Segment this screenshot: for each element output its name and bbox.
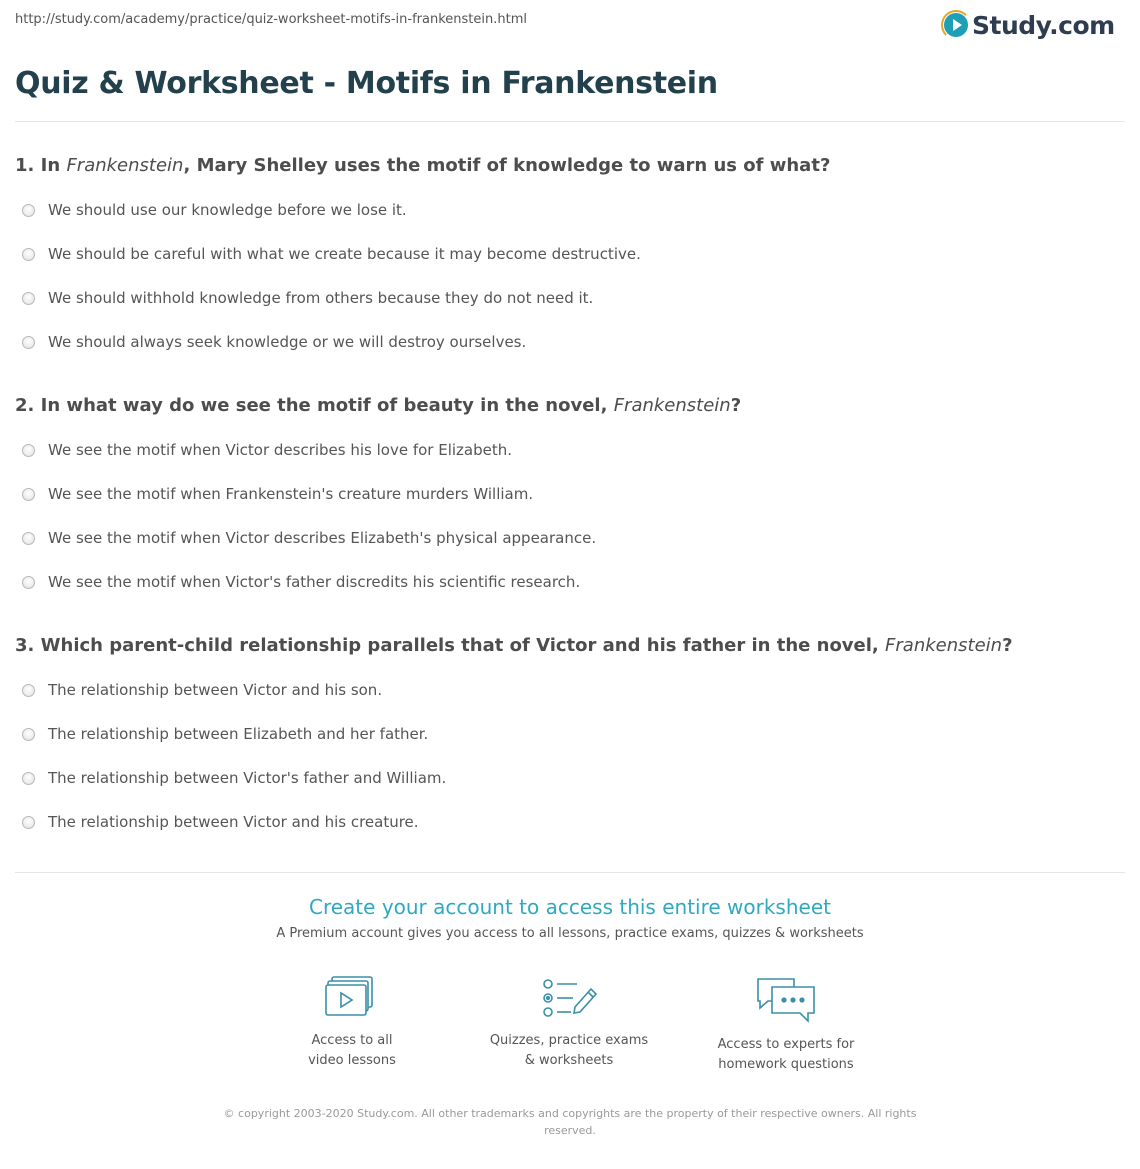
option-label: The relationship between Elizabeth and her father. [48,725,429,743]
title-divider [15,121,1125,122]
feature-1-line-1: Access to all [311,1033,393,1048]
question-3-option-1[interactable] [22,679,382,701]
radio-button[interactable] [22,336,35,349]
question-2-option-1[interactable] [22,439,512,461]
feature-experts [696,975,876,1075]
option-label: We see the motif when Victor describes his love for Elizabeth. [48,441,513,459]
page-url: http://study.com/academy/practice/quiz-worksheet-motifs-in-frankenstein.html [15,12,527,27]
question-3-option-2[interactable] [22,723,428,745]
question-2-option-2[interactable] [22,483,533,505]
question-2-option-3[interactable] [22,527,596,549]
video-lessons-icon [324,975,380,1021]
radio-button[interactable] [22,248,35,261]
quiz-checklist-icon [539,975,599,1021]
feature-1-line-2: video lessons [308,1053,396,1068]
chat-bubbles-icon [754,975,818,1025]
radio-button[interactable] [22,204,35,217]
option-label: The relationship between Victor and his son. [48,681,383,699]
logo-text: Study.com [972,10,1115,40]
radio-button[interactable] [22,444,35,457]
play-logo-icon [944,13,968,37]
radio-button[interactable] [22,292,35,305]
question-2-option-4[interactable] [22,571,580,593]
feature-2-line-1: Quizzes, practice exams [489,1033,649,1048]
option-label: We should use our knowledge before we lose it. [48,201,407,219]
question-1-option-2[interactable] [22,243,641,265]
cta-subtitle: A Premium account gives you access to all lessons, practice exams, quizzes & worksheets [276,926,864,941]
option-label: The relationship between Victor's father and William. [48,769,447,787]
question-3-title: 3. Which parent-child relationship parallels that of Victor and his father in the novel, Frankenstein? [15,635,1013,656]
copyright-notice: © copyright 2003-2020 Study.com. All other trademarks and copyrights are the property of their respective owners. All rights reserved. [223,1107,917,1137]
option-label: We see the motif when Victor's father discredits his scientific research. [48,573,581,591]
radio-button[interactable] [22,816,35,829]
question-1-option-3[interactable] [22,287,593,309]
option-label: We should always seek knowledge or we will destroy ourselves. [48,333,527,351]
question-1-title: 1. In Frankenstein, Mary Shelley uses the motif of knowledge to warn us of what? [15,155,831,176]
radio-button[interactable] [22,772,35,785]
feature-3-line-2: homework questions [718,1057,854,1072]
question-1-option-4[interactable] [22,331,526,353]
page-title: Quiz & Worksheet - Motifs in Frankenstein [15,66,718,101]
question-3-option-4[interactable] [22,811,419,833]
question-1-option-1[interactable] [22,199,407,221]
option-label: We see the motif when Frankenstein's creature murders William. [48,485,534,503]
question-3-option-3[interactable] [22,767,446,789]
option-label: We should withhold knowledge from others because they do not need it. [48,289,594,307]
radio-button[interactable] [22,532,35,545]
study-com-logo[interactable] [944,8,1115,42]
option-label: The relationship between Victor and his creature. [48,813,419,831]
question-2-title: 2. In what way do we see the motif of beauty in the novel, Frankenstein? [15,395,742,416]
feature-video-lessons [262,975,442,1071]
feature-quizzes [479,975,659,1071]
feature-3-line-1: Access to experts for [717,1037,855,1052]
radio-button[interactable] [22,728,35,741]
radio-button[interactable] [22,684,35,697]
create-account-link[interactable]: Create your account to access this entire worksheet [309,895,831,919]
feature-2-line-2: & worksheets [524,1053,614,1068]
option-label: We should be careful with what we create because it may become destructive. [48,245,641,263]
cta-divider [15,872,1125,873]
radio-button[interactable] [22,576,35,589]
option-label: We see the motif when Victor describes Elizabeth's physical appearance. [48,529,597,547]
radio-button[interactable] [22,488,35,501]
